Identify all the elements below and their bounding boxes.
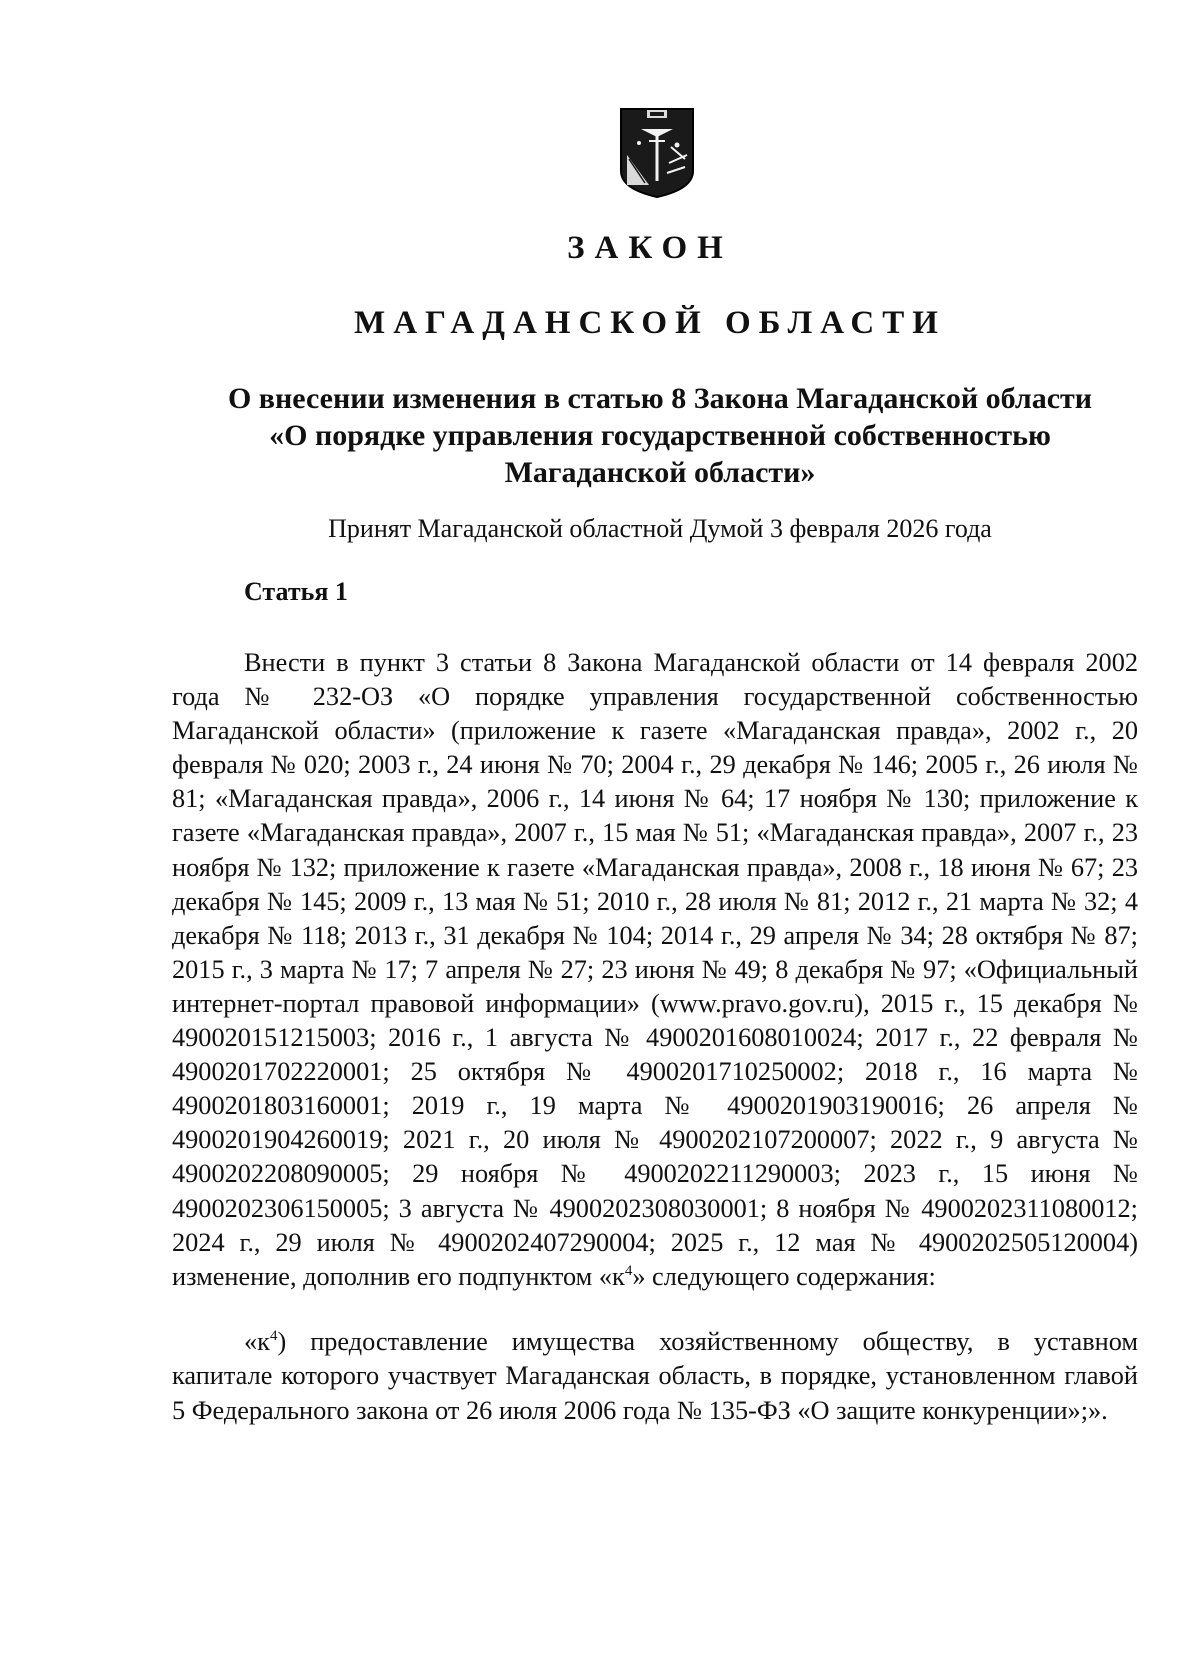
subject-line-1: О внесении изменения в статью 8 Закона Магаданской области (227, 382, 1093, 415)
article-heading: Статья 1 (244, 577, 348, 606)
main-paragraph-tail: » следующего содержания: (632, 1261, 936, 1291)
main-paragraph-superscript: 4 (624, 1262, 633, 1279)
main-paragraph (172, 646, 1138, 1294)
document-title: ЗАКОН (567, 230, 733, 266)
region-title: МАГАДАНСКОЙ ОБЛАСТИ (354, 305, 946, 341)
subject-line-2: «О порядке управления государственной собственностью (269, 419, 1051, 452)
quote-open: «к (244, 1327, 270, 1356)
quoted-subparagraph (172, 1325, 1138, 1428)
adoption-note: Принят Магаданской областной Думой 3 февраля 2026 года (328, 514, 992, 543)
law-subject (180, 380, 1140, 491)
quote-text: ) предоставление имущества хозяйственному обществу, в уставном капитале которого участвует Магаданская область, в порядке, установленном главой 5 Федерального закона от 26 июля 2006 года № 135-ФЗ «О защите конкуренции»;». (172, 1327, 1138, 1425)
subject-line-3: Магаданской области» (504, 456, 816, 489)
quote-superscript: 4 (269, 1328, 278, 1345)
main-paragraph-text: Внести в пункт 3 статьи 8 Закона Магаданской области от 14 февраля 2002 года № 232-ОЗ «О порядке управления государственной собственностью Магаданской области» (приложение к газете «Магаданская правда», 2002 г., 20 февраля № 020; 2003 г., 24 июня № 70; 2004 г., 29 декабря № 146; 2005 г., 26 июля № 81; «Магаданская правда», 2006 г., 14 июня № 64; 17 ноября № 130; приложение к газете «Магаданская правда», 2007 г., 15 мая № 51; «Магаданская правда», 2007 г., 23 ноября № 132; приложение к газете «Магаданская правда», 2008 г., 18 июня № 67; 23 декабря № 145; 2009 г., 13 мая № 51; 2010 г., 28 июля № 81; 2012 г., 21 марта № 32; 4 декабря № 118; 2013 г., 31 декабря № 104; 2014 г., 29 апреля № 34; 28 октября № 87; 2015 г., 3 марта № 17; 7 апреля № 27; 23 июня № 49; 8 декабря № 97; «Официальный интернет-портал правовой информации» (www.pravo.gov.ru), 2015 г., 15 декабря № 490020151215003; 2016 г., 1 августа № 4900201608010024; 2017 г., 22 февраля № 4900201702220001; 25 октября № 4900201710250002; 2018 г., 16 марта № 4900201803160001; 2019 г., 19 марта № 4900201903190016; 26 апреля № 4900201904260019; 2021 г., 20 июля № 4900202107200007; 2022 г., 9 августа № 4900202208090005; 29 ноября № 4900202211290003; 2023 г., 15 июня № 4900202306150005; 3 августа № 4900202308030001; 8 ноября № 4900202311080012; 2024 г., 29 июля № 4900202407290004; 2025 г., 12 мая № 4900202505120004) изменение, дополнив его подпунктом «к (172, 648, 1138, 1291)
article-body (172, 646, 1138, 1294)
coat-of-arms-emblem (619, 107, 695, 199)
